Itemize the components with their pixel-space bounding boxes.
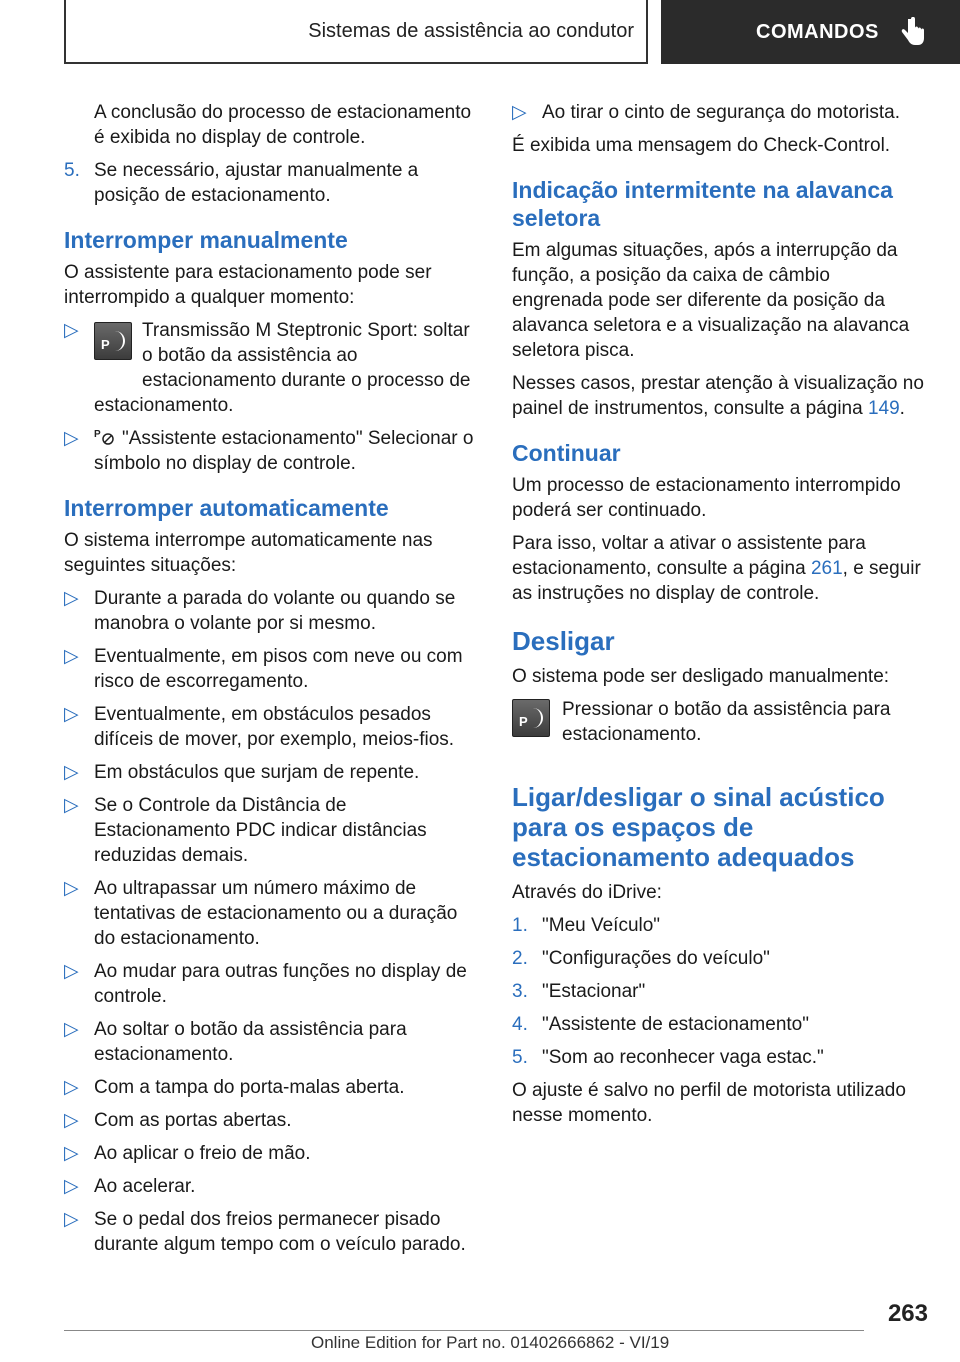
list-item-text: Com as portas abertas.	[94, 1110, 292, 1131]
list-item-text: Durante a parada do volante ou quando se manobra o volante por si mesmo.	[94, 588, 456, 634]
triangle-bullet-icon: ▷	[64, 320, 79, 341]
step-text: "Meu Veículo"	[542, 915, 661, 936]
continue-text: Para isso, voltar a ativar o assistente para estacionamento, consulte a página	[512, 533, 866, 579]
list-item	[64, 1075, 478, 1100]
header-section-title	[64, 0, 648, 64]
park-assist-button-icon: P	[94, 322, 132, 360]
triangle-bullet-icon: ▷	[512, 102, 527, 123]
list-item-text: Ao aplicar o freio de mão.	[94, 1143, 311, 1164]
triangle-bullet-icon: ▷	[64, 795, 79, 816]
heading-continuar: Continuar	[512, 440, 621, 466]
triangle-bullet-icon: ▷	[64, 428, 79, 449]
list-item	[64, 318, 478, 418]
footer-divider	[64, 1330, 864, 1331]
heading-interromper-manualmente: Interromper manualmente	[64, 227, 348, 253]
page-link-149[interactable]: 149	[867, 398, 900, 419]
step-number: 4.	[512, 1014, 528, 1035]
list-item-step-5	[64, 158, 478, 208]
list-item	[64, 760, 478, 785]
check-control-note: É exibida uma mensagem do Check-Control.	[512, 135, 891, 156]
step-text: "Som ao reconhecer vaga estac."	[542, 1047, 824, 1068]
triangle-bullet-icon: ▷	[64, 1176, 79, 1197]
page-link-261[interactable]: 261	[810, 558, 843, 579]
list-item-text: Ao acelerar.	[94, 1176, 196, 1197]
list-item	[64, 1174, 478, 1199]
list-item-text: Eventualmente, em obstáculos pesados difíceis de mover, por exemplo, meios-fios.	[94, 704, 455, 750]
blink-paragraph-2	[512, 371, 924, 421]
step-text: "Configurações do veículo"	[542, 948, 770, 969]
triangle-bullet-icon: ▷	[64, 1143, 79, 1164]
list-item-text: Com a tampa do porta-malas aberta.	[94, 1077, 405, 1098]
list-item-text: Eventualmente, em pisos com neve ou com risco de escorregamento.	[94, 646, 463, 692]
list-item	[64, 1108, 478, 1133]
header-chapter	[661, 0, 960, 64]
list-item-step	[512, 979, 924, 1004]
page-number: 263	[887, 1300, 928, 1327]
list-item-text: Se o Controle da Distância de Estacionamento PDC indicar distâncias reduzidas demais.	[94, 795, 427, 866]
continue-text-end: , e seguir as instruções no display de controle.	[512, 558, 921, 604]
step-number: 1.	[512, 915, 528, 936]
list-item-step	[512, 1045, 924, 1070]
list-item-text: "Assistente estacionamento" Selecionar o símbolo no display de controle.	[94, 428, 474, 474]
list-item	[64, 793, 478, 868]
list-item-text: Se o pedal dos freios permanecer pisado durante algum tempo com o veículo parado.	[94, 1209, 466, 1255]
triangle-bullet-icon: ▷	[64, 646, 79, 667]
list-item	[64, 644, 478, 694]
heading-indicacao-intermitente: Indicação intermitente na alavanca seletora	[512, 177, 893, 231]
triangle-bullet-icon: ▷	[64, 1110, 79, 1131]
section-title-text: Sistemas de assistência ao condutor	[308, 19, 634, 42]
park-assist-symbol-icon	[94, 427, 116, 447]
list-item	[64, 1017, 478, 1067]
list-item	[64, 702, 478, 752]
triangle-bullet-icon: ▷	[64, 1019, 79, 1040]
triangle-bullet-icon: ▷	[64, 588, 79, 609]
off-instruction	[512, 697, 924, 748]
blink-paragraph-1: Em algumas situações, após a interrupção da função, a posição da caixa de câmbio engrenada pode ser diferente da posição da alavanca seletora e a visualização na alavanca seletora pisca.	[512, 240, 910, 361]
step-text: "Assistente de estacionamento"	[542, 1014, 809, 1035]
list-item-text: Ao ultrapassar um número máximo de tentativas de estacionamento ou a duração do estacionamento.	[94, 878, 458, 949]
list-item-text: Em obstáculos que surjam de repente.	[94, 762, 420, 783]
triangle-bullet-icon: ▷	[64, 1209, 79, 1230]
triangle-bullet-icon: ▷	[64, 1077, 79, 1098]
list-item-text: Ao mudar para outras funções no display de controle.	[94, 961, 467, 1007]
sound-intro: Através do iDrive:	[512, 882, 662, 903]
triangle-bullet-icon: ▷	[64, 878, 79, 899]
list-item	[64, 876, 478, 951]
list-item	[64, 1141, 478, 1166]
intro-paragraph: A conclusão do processo de estacionamento é exibida no display de controle.	[94, 102, 472, 148]
continue-paragraph-1: Um processo de estacionamento interrompido poderá ser continuado.	[512, 475, 901, 521]
continue-paragraph-2	[512, 531, 924, 606]
step-number: 2.	[512, 948, 528, 969]
blink-text-end: .	[899, 398, 905, 419]
list-item	[64, 959, 478, 1009]
hand-pointer-icon	[899, 17, 925, 47]
left-column	[64, 100, 478, 1265]
blink-text: Nesses casos, prestar atenção à visualização no painel de instrumentos, consulte a página	[512, 373, 924, 419]
off-instruction-text: Pressionar o botão da assistência para estacionamento.	[562, 699, 891, 745]
sound-outro: O ajuste é salvo no perfil de motorista utilizado nesse momento.	[512, 1080, 906, 1126]
chapter-title: COMANDOS	[756, 20, 879, 43]
auto-intro: O sistema interrompe automaticamente nas seguintes situações:	[64, 530, 433, 576]
step-number: 3.	[512, 981, 528, 1002]
off-paragraph-1: O sistema pode ser desligado manualmente:	[512, 666, 890, 687]
step-number: 5.	[512, 1047, 528, 1068]
triangle-bullet-icon: ▷	[64, 961, 79, 982]
footer-edition: Online Edition for Part no. 01402666862 - VI/19	[311, 1333, 670, 1352]
list-item-step	[512, 946, 924, 971]
list-item	[64, 586, 478, 636]
heading-interromper-automaticamente: Interromper automaticamente	[64, 495, 389, 521]
list-item-text: Ao tirar o cinto de segurança do motorista.	[542, 102, 901, 123]
manual-intro: O assistente para estacionamento pode ser interrompido a qualquer momento:	[64, 262, 432, 308]
list-item	[64, 426, 478, 476]
list-item-text: Transmissão M Steptronic Sport: soltar o botão da assistência ao estacionamento durante o processo de estacionamento.	[94, 320, 471, 416]
list-item	[512, 100, 924, 125]
step-number: 5.	[64, 160, 80, 181]
svg-text:P: P	[94, 429, 101, 440]
triangle-bullet-icon: ▷	[64, 704, 79, 725]
park-assist-button-icon: P	[512, 699, 550, 737]
list-item-step	[512, 1012, 924, 1037]
list-item	[64, 1207, 478, 1257]
heading-sinal-acustico: Ligar/desligar o sinal acústico para os espaços de estacionamento adequados	[512, 782, 885, 872]
right-column	[512, 100, 924, 1136]
heading-desligar: Desligar	[512, 626, 615, 656]
step-text: "Estacionar"	[542, 981, 646, 1002]
list-item-text: Ao soltar o botão da assistência para estacionamento.	[94, 1019, 407, 1065]
list-item-step	[512, 913, 924, 938]
triangle-bullet-icon: ▷	[64, 762, 79, 783]
step-text: Se necessário, ajustar manualmente a posição de estacionamento.	[94, 160, 419, 206]
